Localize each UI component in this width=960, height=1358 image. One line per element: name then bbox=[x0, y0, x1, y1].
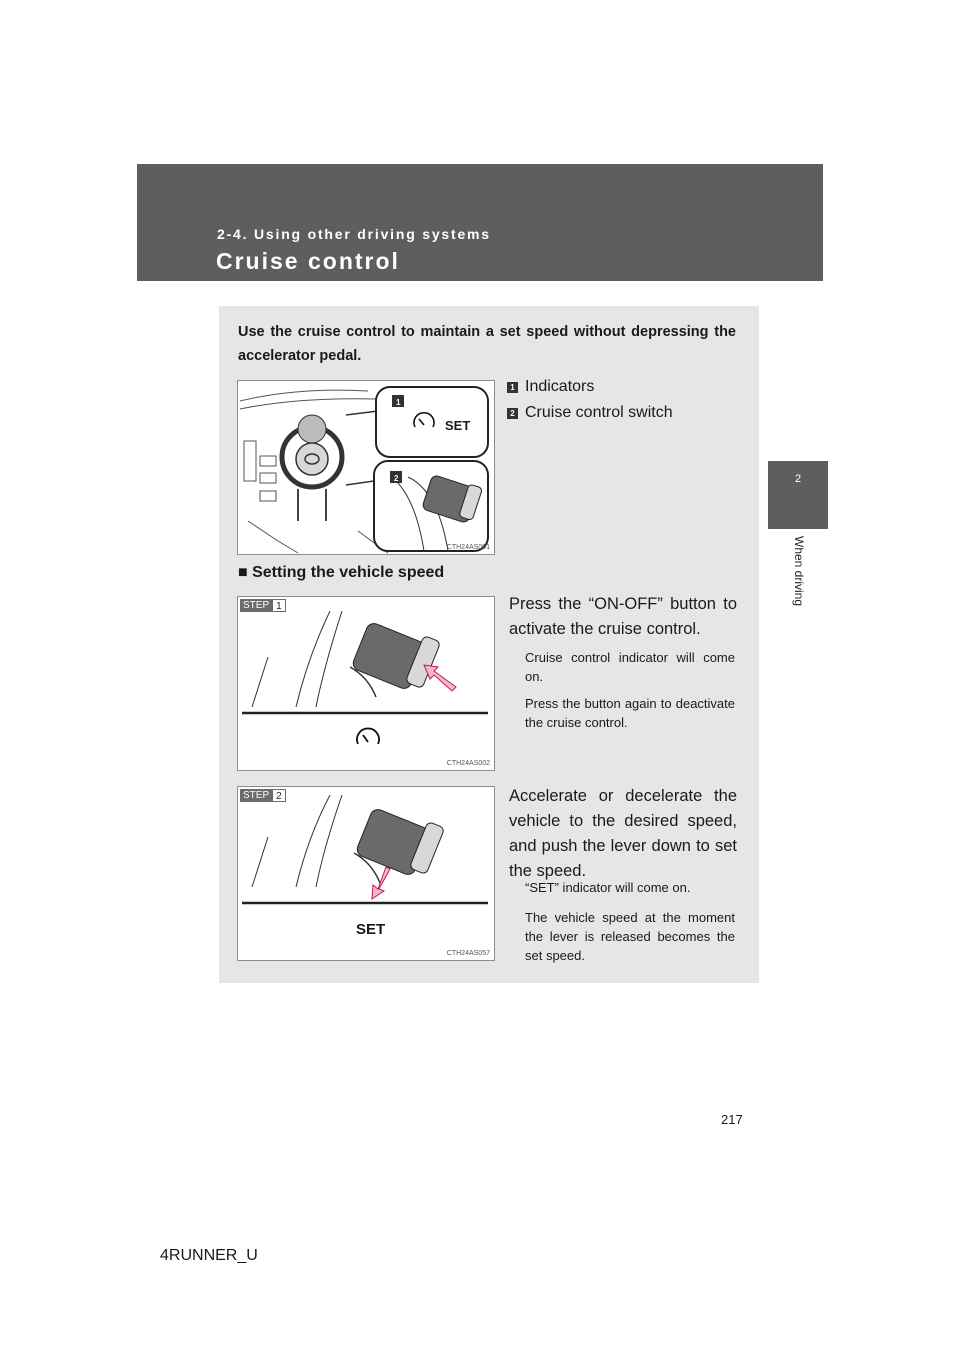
step-1-figure bbox=[237, 596, 495, 771]
step-2-note-1: “SET” indicator will come on. bbox=[525, 880, 691, 895]
document-code: 4RUNNER_U bbox=[160, 1247, 258, 1264]
chapter-tab[interactable] bbox=[768, 461, 828, 529]
step-word: STEP bbox=[240, 789, 272, 802]
dashboard-illustration bbox=[238, 381, 494, 554]
legend-label: Cruise control switch bbox=[525, 404, 673, 421]
chapter-number: 2 bbox=[794, 473, 802, 485]
step-2-figure bbox=[237, 786, 495, 961]
callout-2: 2 bbox=[394, 474, 399, 483]
page-title: Cruise control bbox=[216, 248, 400, 274]
step-word: STEP bbox=[240, 599, 272, 612]
figure-code: CTH24AS001 bbox=[446, 544, 490, 551]
chapter-label: When driving bbox=[792, 536, 806, 607]
section-label: 2-4. Using other driving systems bbox=[217, 226, 491, 242]
step-1-note-1: Cruise control indicator will come on. bbox=[525, 650, 735, 684]
subsection-heading: ■ Setting the vehicle speed bbox=[238, 564, 445, 581]
intro-text: Use the cruise control to maintain a set speed without depressing the accelerator pedal. bbox=[238, 324, 736, 364]
figure-code: CTH24AS057 bbox=[446, 950, 490, 957]
lever-press-illustration bbox=[238, 597, 494, 770]
callout-1: 1 bbox=[396, 398, 401, 407]
overview-figure bbox=[237, 380, 495, 555]
legend-number: 1 bbox=[507, 382, 518, 393]
figure-code: CTH24AS002 bbox=[446, 760, 490, 767]
legend-item-indicators bbox=[507, 378, 594, 396]
step-number: 2 bbox=[272, 789, 286, 802]
header-band bbox=[137, 164, 823, 281]
set-indicator-label: SET bbox=[445, 418, 471, 433]
set-indicator-label: SET bbox=[356, 921, 386, 938]
step-2-tag bbox=[240, 789, 286, 802]
legend-number: 2 bbox=[507, 408, 518, 419]
page-number: 217 bbox=[721, 1112, 743, 1127]
step-1-text: Press the “ON-OFF” button to activate the cruise control. bbox=[509, 595, 737, 638]
step-number: 1 bbox=[272, 599, 286, 612]
step-1-note-2: Press the button again to deactivate the cruise control. bbox=[525, 696, 735, 730]
legend-label: Indicators bbox=[525, 378, 595, 395]
legend-item-switch bbox=[507, 404, 673, 422]
step-2-note-2: The vehicle speed at the moment the lever is released becomes the set speed. bbox=[525, 910, 735, 963]
content-panel bbox=[219, 306, 759, 983]
step-1-tag bbox=[240, 599, 286, 612]
step-2-text: Accelerate or decelerate the vehicle to the desired speed, and push the lever down to set the speed. bbox=[509, 787, 737, 880]
